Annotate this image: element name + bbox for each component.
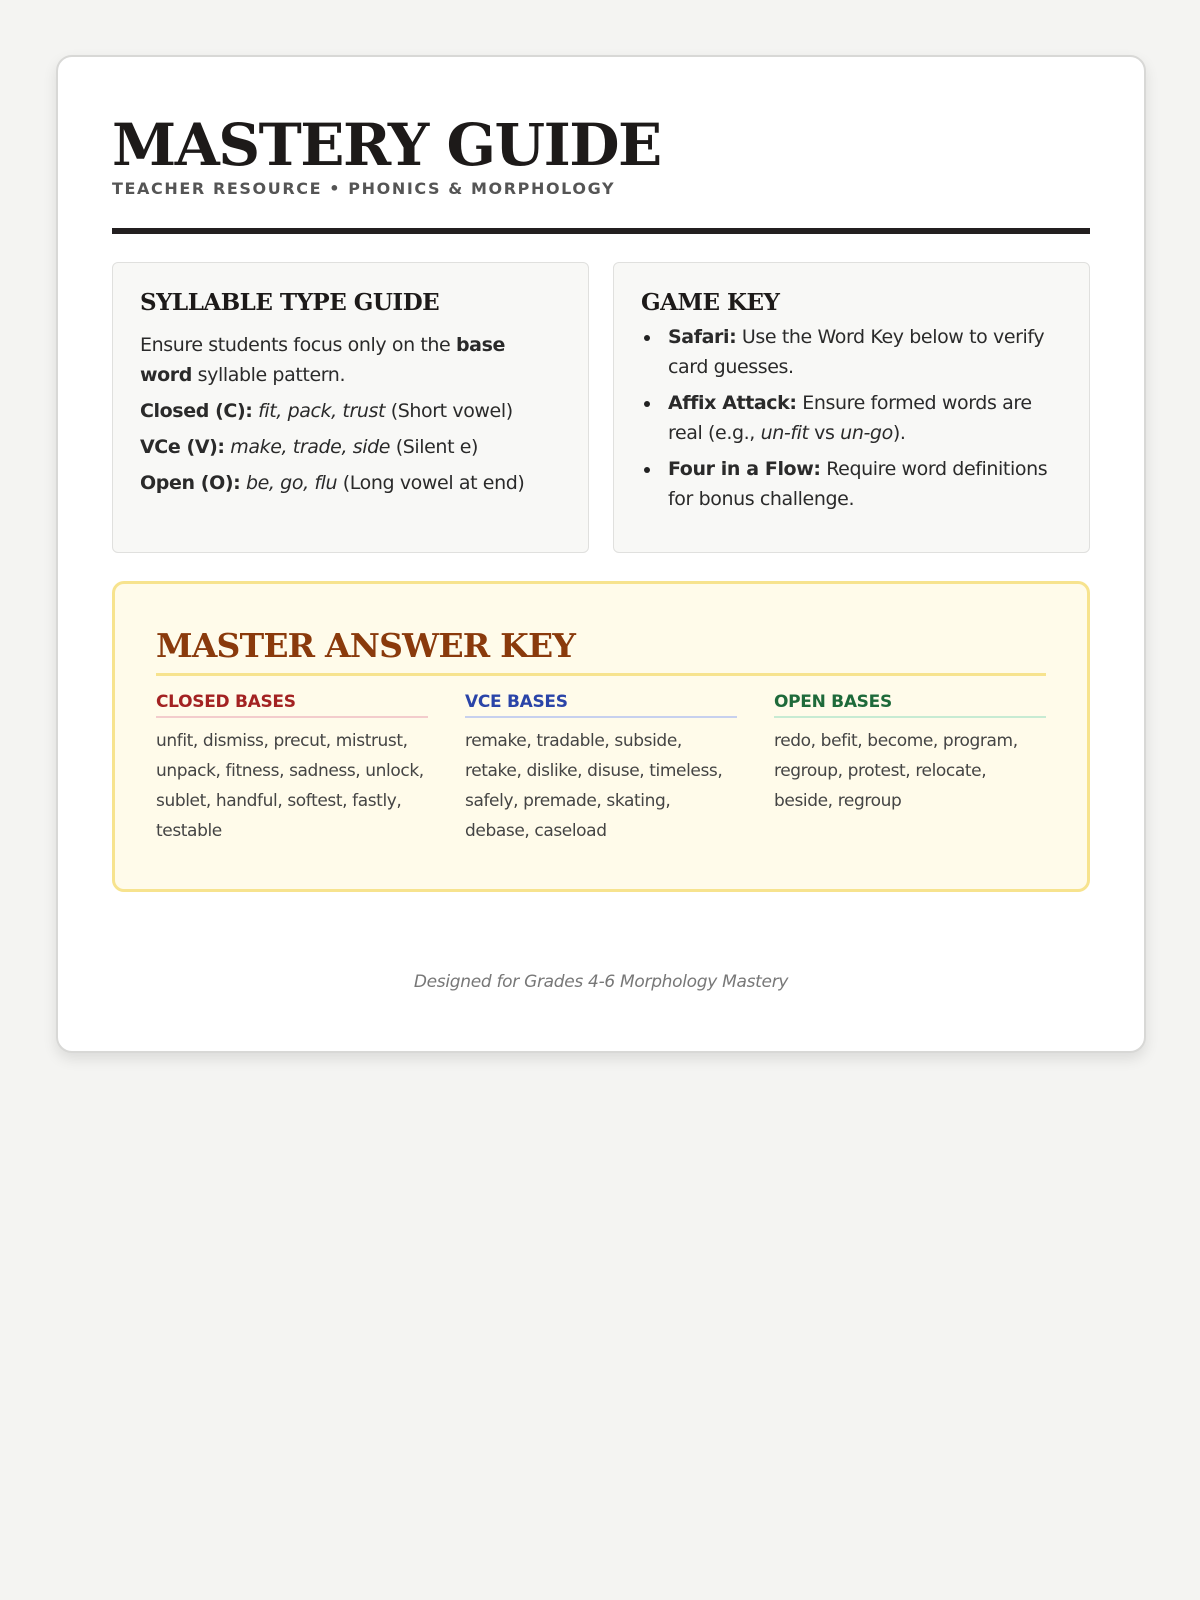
game-key-label: Affix Attack: [668, 392, 797, 414]
page-title: MASTERY GUIDE [112, 111, 661, 179]
footer-note: Designed for Grades 4-6 Morphology Mastery [413, 972, 789, 992]
open-bases-heading: OPEN BASES [774, 692, 1046, 718]
syllable-type-note: (Short vowel) [390, 400, 513, 422]
intro-text: Ensure students focus only on the [140, 334, 456, 356]
syllable-type-examples: make, trade, side [230, 436, 391, 458]
syllable-type-note: (Long vowel at end) [342, 472, 525, 494]
game-key-item-safari [641, 322, 1062, 382]
intro-text-end: syllable pattern. [191, 364, 346, 386]
vce-bases-column [465, 692, 737, 846]
game-key-text: Use the Word Key below to verify card guesses. [668, 326, 1045, 378]
master-answer-key-panel [112, 581, 1090, 892]
info-panels [112, 262, 1090, 553]
syllable-type-label: VCe (V): [140, 436, 225, 458]
syllable-type-closed [140, 396, 561, 426]
syllable-type-open [140, 468, 561, 498]
game-key-item-affix-attack [641, 388, 1062, 448]
syllable-guide-title: SYLLABLE TYPE GUIDE [140, 289, 440, 316]
page-subtitle: TEACHER RESOURCE • PHONICS & MORPHOLOGY [112, 179, 616, 198]
game-key-example: un-go [840, 422, 893, 444]
game-key-text: ). [892, 422, 906, 444]
syllable-guide-intro [140, 330, 561, 390]
game-key-item-four-in-a-flow [641, 454, 1062, 514]
game-key-title: GAME KEY [641, 289, 780, 316]
vce-bases-heading: VCE BASES [465, 692, 737, 718]
answer-key-columns [156, 692, 1046, 846]
game-key-text: Require word definitions for bonus challenge. [668, 458, 1048, 510]
syllable-type-label: Open (O): [140, 472, 241, 494]
closed-bases-heading: CLOSED BASES [156, 692, 428, 718]
syllable-type-examples: be, go, flu [245, 472, 338, 494]
game-key-label: Safari: [668, 326, 737, 348]
open-bases-words: redo, befit, become, program, regroup, protest, relocate, beside, regroup [774, 731, 1018, 811]
open-bases-column [774, 692, 1046, 846]
closed-bases-column [156, 692, 428, 846]
closed-bases-words: unfit, dismiss, precut, mistrust, unpack, fitness, sadness, unlock, sublet, handful, softest, fastly, testable [156, 731, 424, 841]
syllable-type-examples: fit, pack, trust [258, 400, 386, 422]
vce-bases-words: remake, tradable, subside, retake, dislike, disuse, timeless, safely, premade, skating, debase, caseload [465, 731, 723, 841]
header-divider [112, 228, 1090, 234]
game-key-panel [613, 262, 1090, 553]
intro-emphasis: base word [140, 334, 506, 386]
guide-card [56, 55, 1146, 1053]
game-key-example: un-fit [760, 422, 809, 444]
syllable-type-note: (Silent e) [395, 436, 479, 458]
game-key-text: vs [808, 422, 841, 444]
game-key-label: Four in a Flow: [668, 458, 821, 480]
syllable-type-guide-panel [112, 262, 589, 553]
game-key-list [641, 322, 1062, 514]
syllable-type-vce [140, 432, 561, 462]
game-key-text: Ensure formed words are real (e.g., [668, 392, 1032, 444]
answer-key-title: MASTER ANSWER KEY [156, 626, 1046, 676]
syllable-type-label: Closed (C): [140, 400, 253, 422]
